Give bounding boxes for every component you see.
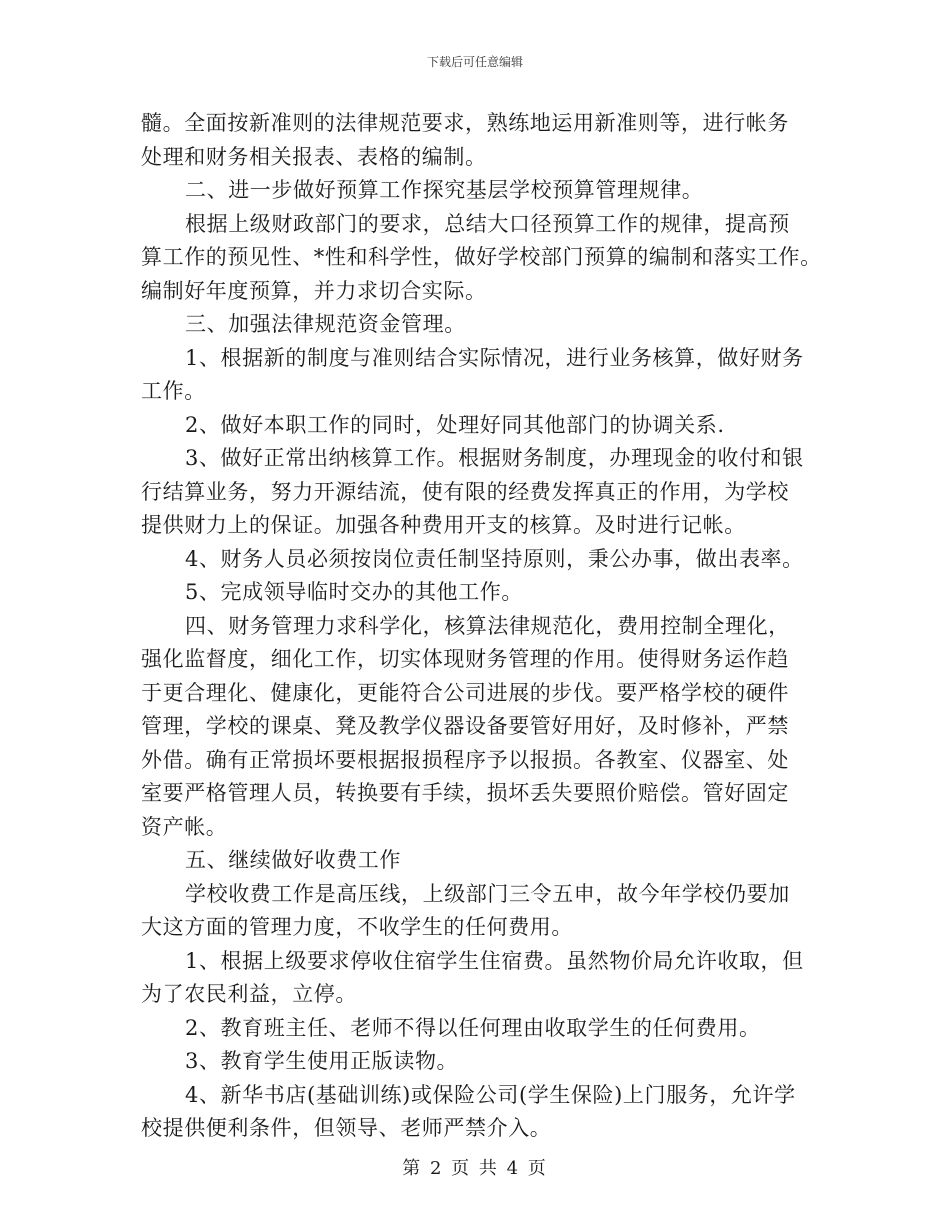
text-line: 2、教育班主任、老师不得以任何理由收取学生的任何费用。 (185, 1015, 761, 1040)
text-line: 资产帐。 (141, 814, 228, 839)
text-line: 大这方面的管理力度，不收学生的任何费用。 (141, 915, 573, 939)
document-body (141, 107, 831, 1146)
text-line: 2、做好本职工作的同时，处理好同其他部门的协调关系. (185, 412, 725, 437)
text-line: 4、财务人员必须按岗位责任制坚持原则，秉公办事，做出表率。 (185, 546, 804, 571)
text-line: 为了农民利益，立停。 (141, 982, 357, 1006)
page-number-footer: 第 2 页 共 4 页 (402, 1158, 548, 1179)
text-line: 处理和财务相关报表、表格的编制。 (141, 144, 487, 169)
text-line: 四、财务管理力求科学化，核算法律规范化，费用控制全理化， (185, 613, 790, 638)
text-line: 算工作的预见性、*性和科学性，做好学校部门预算的编制和落实工作。 (141, 245, 822, 269)
text-line: 髓。全面按新准则的法律规范要求，熟练地运用新准则等，进行帐务 (141, 111, 789, 135)
text-line: 5、完成领导临时交办的其他工作。 (185, 580, 523, 604)
text-line: 1、根据上级要求停收住宿学生住宿费。虽然物价局允许收取，但 (185, 948, 804, 973)
text-line: 强化监督度，细化工作，切实体现财务管理的作用。使得财务运作趋 (141, 647, 789, 671)
text-line: 3、教育学生使用正版读物。 (185, 1049, 459, 1073)
text-line: 编制好年度预算，并力求切合实际。 (141, 278, 487, 303)
text-line: 提供财力上的保证。加强各种费用开支的核算。及时进行记帐。 (141, 513, 746, 537)
text-line: 1、根据新的制度与准则结合实际情况，进行业务核算，做好财务 (185, 345, 804, 370)
text-line: 学校收费工作是高压线，上级部门三令五申，故今年学校仍要加 (185, 881, 790, 906)
text-line: 于更合理化、健康化，更能符合公司进展的步伐。要严格学校的硬件 (141, 680, 789, 705)
text-line: 二、进一步做好预算工作探究基层学校预算管理规律。 (185, 178, 704, 202)
text-line: 五、继续做好收费工作 (185, 848, 401, 872)
text-line: 管理，学校的课桌、凳及教学仪器设备要管好用好，及时修补，严禁 (141, 714, 789, 738)
text-line: 根据上级财政部门的要求，总结大口径预算工作的规律，提高预 (185, 211, 790, 236)
text-line: 三、加强法律规范资金管理。 (185, 312, 466, 336)
text-line: 室要严格管理人员，转换要有手续，损坏丢失要照价赔偿。管好固定 (141, 781, 789, 805)
text-line: 外借。确有正常损坏要根据报损程序予以报损。各教室、仪器室、处 (141, 747, 789, 772)
text-line: 3、做好正常出纳核算工作。根据财务制度，办理现金的收付和银 (185, 446, 804, 470)
text-line: 校提供便利条件，但领导、老师严禁介入。 (141, 1116, 552, 1140)
page-header: 下载后可任意编辑 (426, 55, 523, 69)
text-line: 4、新华书店(基础训练)或保险公司(学生保险)上门服务，允许学 (185, 1082, 796, 1107)
text-line: 行结算业务，努力开源结流，使有限的经费发挥真正的作用，为学校 (141, 479, 789, 504)
text-line: 工作。 (141, 379, 206, 403)
